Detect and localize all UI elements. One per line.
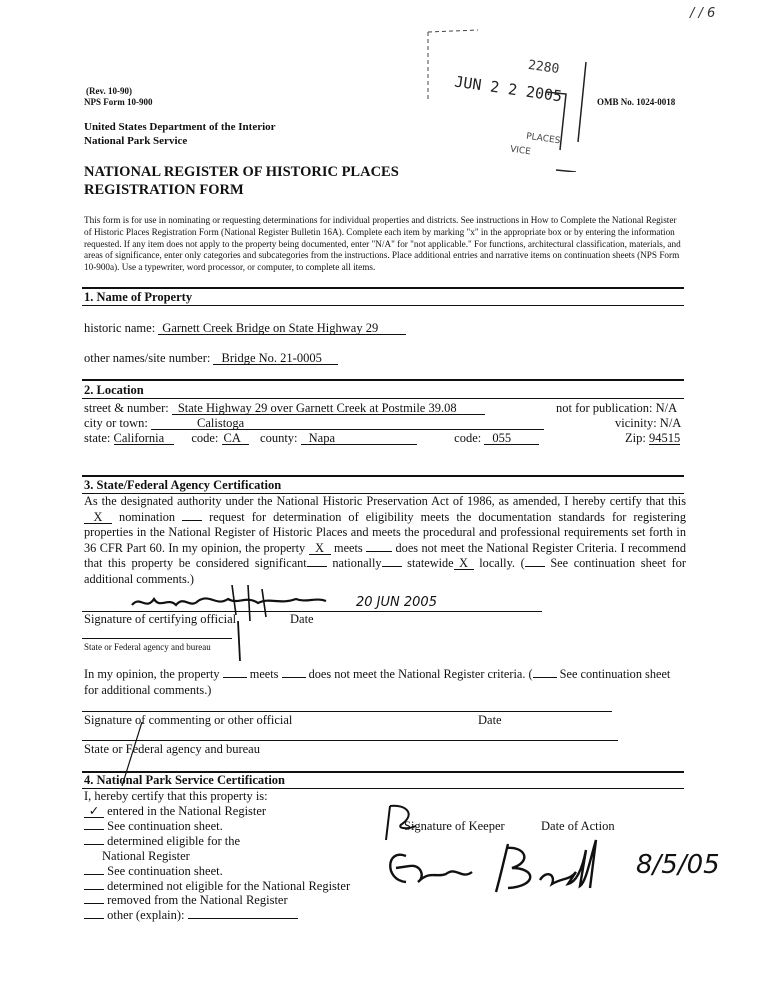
status-entered	[84, 804, 350, 819]
status-entered-label: entered in the National Register	[107, 804, 267, 818]
status-list	[84, 804, 350, 923]
cert-text-4: does not meet the National Register Criteria. I recommend that this property be considered significant	[84, 540, 686, 570]
cert-text-1: As the designated authority under the National Historic Preservation Act of 1986, as amended, I hereby certify that this	[84, 494, 686, 508]
section3-heading: 3. State/Federal Agency Certification	[84, 478, 282, 492]
agency-line	[82, 638, 232, 639]
checkmark: ✓	[84, 805, 104, 818]
certification-paragraph	[84, 494, 686, 587]
meets-mark: X	[309, 542, 331, 555]
date-label: Date	[290, 612, 314, 626]
section2-rule	[82, 379, 684, 381]
status-removed	[84, 893, 350, 908]
commenting-label: Signature of commenting or other official	[84, 713, 293, 727]
opinion-text-c: does not meet the National Register criteria. (	[308, 667, 533, 681]
nfp-value: N/A	[655, 401, 678, 415]
service: National Park Service	[84, 135, 188, 147]
zip-value: 94515	[648, 431, 681, 445]
status-other	[84, 908, 350, 923]
status-eligible	[84, 834, 350, 849]
request-blank	[182, 520, 202, 521]
cert-text-7: locally. (	[479, 556, 525, 570]
historic-name-label: historic name:	[84, 321, 156, 335]
opinion-continuation-blank	[533, 677, 557, 678]
city-value: Calistoga	[151, 417, 544, 430]
sig-label: Signature of certifying official	[84, 612, 237, 626]
department: United States Department of the Interior	[84, 121, 276, 133]
county-label: county:	[260, 431, 298, 445]
statewide-blank	[382, 566, 402, 567]
stamp-top: 2280	[527, 57, 561, 78]
keeper-label: Signature of Keeper	[404, 819, 505, 833]
other-names-row	[84, 351, 338, 366]
cert-text-8: See continuation sheet for additional comments.)	[84, 556, 687, 586]
city-label: city or town:	[84, 416, 148, 430]
status-blank	[84, 918, 104, 919]
cert-text-6: statewide	[407, 556, 454, 570]
cert-text-2b: request for determination of eligibility meets the documentation standards for registering properties in the National Register of Historic Places and meets the procedural and professional requirements set forth in 36 CFR Part 60. In my opinion, the property	[84, 509, 686, 555]
agency2-line	[82, 740, 618, 741]
state-label: state:	[84, 431, 111, 445]
corner-mark: / / 6	[690, 6, 716, 21]
section1-heading: 1. Name of Property	[84, 290, 193, 304]
status-blank	[84, 889, 104, 890]
status-blank	[84, 903, 104, 904]
state-row	[84, 431, 539, 446]
continuation-blank	[525, 566, 545, 567]
code-value: CA	[222, 432, 249, 445]
action-date-hand: 8/5/05	[636, 850, 720, 880]
cert-text-2a: nomination	[119, 509, 176, 524]
opinion-text-a: In my opinion, the property	[84, 667, 220, 681]
received-stamp	[418, 22, 593, 172]
other-explain-blank	[188, 918, 298, 919]
vicinity-row	[615, 416, 681, 431]
rev-label: (Rev. 10-90)	[86, 86, 132, 96]
opinion-text-d: See continuation sheet for additional comments.)	[84, 667, 671, 697]
status-blank	[84, 829, 104, 830]
opinion-text-b: meets	[249, 667, 279, 681]
status-other-label: other (explain):	[107, 908, 185, 923]
stamp-line3: PLACES	[525, 131, 561, 147]
city-row	[84, 416, 544, 431]
certification-date-hand: 20 JUN 2005	[356, 595, 437, 610]
status-eligible-label: determined eligible for the	[107, 833, 241, 848]
status-eligible-cont-label: National Register	[102, 848, 190, 863]
other-names-value: Bridge No. 21-0005	[213, 352, 337, 365]
does-not-meet-blank	[366, 551, 392, 552]
other-names-label: other names/site number:	[84, 351, 211, 365]
cert-text-5: nationally	[332, 556, 382, 570]
zip-label: Zip:	[625, 431, 646, 445]
stamp-line4: VICE	[509, 144, 532, 158]
stamp-date: JUN 2 2 2005	[453, 72, 564, 106]
nfp-row	[556, 401, 677, 416]
action-date-label: Date of Action	[541, 819, 615, 833]
status-not-eligible	[84, 879, 350, 894]
section3-rule	[82, 475, 684, 477]
section2-heading: 2. Location	[84, 383, 144, 397]
status-not-eligible-label: determined not eligible for the National Register	[107, 878, 351, 893]
section4-intro: I, hereby certify that this property is:	[84, 789, 268, 803]
commenting-date-label: Date	[478, 713, 502, 727]
county-value: Napa	[301, 432, 417, 445]
zip-row	[625, 431, 680, 446]
code-label: code:	[191, 431, 219, 445]
section1-subrule	[82, 305, 684, 306]
code2-value: 055	[484, 432, 539, 445]
status-blank	[84, 844, 104, 845]
street-value: State Highway 29 over Garnett Creek at Postmile 39.08	[172, 402, 485, 415]
omb-number: OMB No. 1024-0018	[597, 97, 676, 107]
nomination-mark: X	[84, 511, 112, 524]
instructions: This form is for use in nominating or requesting determinations for individual properties and districts. See instructions in How to Complete the National Register of Historic Places Registration Form (National Register Bulletin 16A). Complete each item by marking "x" in the appropriate box or by entering the information requested. If any item does not apply to the property being documented, enter "N/A" for "not applicable." For functions, architectural classification, materials, and areas of significance, enter only categories and subcategories from the instructions. Place additional entries and narrative items on continuation sheets (NPS Form 10-900a). Use a typewriter, word processor, or computer, to complete all items.	[84, 215, 681, 273]
form-number: NPS Form 10-900	[84, 97, 153, 107]
status-see-continuation-1-label: See continuation sheet.	[107, 818, 223, 833]
code2-label: code:	[454, 431, 482, 445]
opinion-meets-blank	[223, 677, 247, 678]
form-title-line1: NATIONAL REGISTER OF HISTORIC PLACES	[84, 164, 399, 180]
vicinity-label: vicinity:	[615, 416, 657, 430]
nationally-blank	[307, 566, 327, 567]
form-title-line2: REGISTRATION FORM	[84, 182, 244, 198]
street-label: street & number:	[84, 401, 169, 415]
nfp-label: not for publication:	[556, 401, 653, 415]
agency2-label: State or Federal agency and bureau	[84, 742, 260, 756]
status-see-continuation-1	[84, 819, 350, 834]
opinion-not-meet-blank	[282, 677, 306, 678]
section1-rule	[82, 287, 684, 289]
status-see-continuation-2-label: See continuation sheet.	[107, 863, 223, 878]
cert-text-3: meets	[334, 540, 363, 555]
status-eligible-cont	[84, 849, 350, 864]
status-blank	[84, 874, 104, 875]
historic-name-value: Garnett Creek Bridge on State Highway 29	[158, 322, 406, 335]
agency-label: State or Federal agency and bureau	[84, 642, 211, 652]
status-see-continuation-2	[84, 864, 350, 879]
historic-name-row	[84, 321, 406, 336]
street-row	[84, 401, 485, 416]
section2-subrule	[82, 398, 684, 399]
section4-heading: 4. National Park Service Certification	[84, 773, 285, 787]
statewide-mark: X	[454, 557, 474, 570]
opinion-paragraph	[84, 667, 686, 698]
commenting-line	[82, 711, 612, 712]
status-removed-label: removed from the National Register	[107, 893, 288, 908]
vicinity-value: N/A	[659, 416, 682, 430]
state-value: California	[114, 432, 175, 445]
